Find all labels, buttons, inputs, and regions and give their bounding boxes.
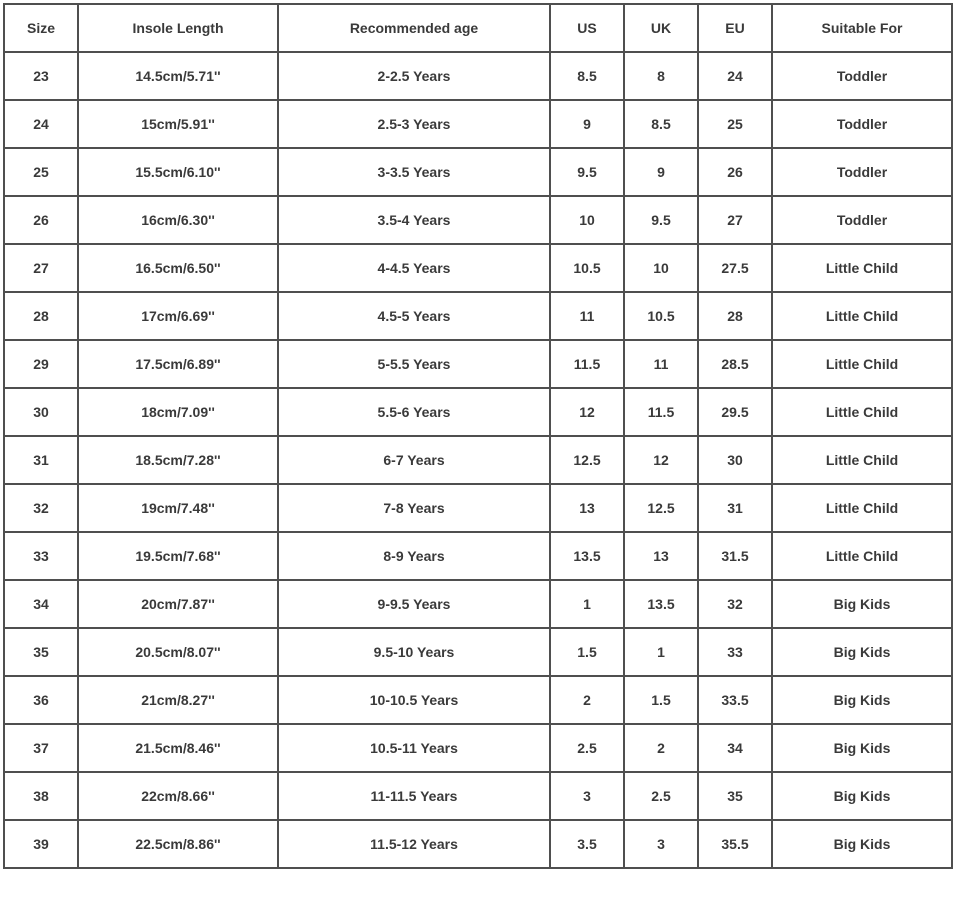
cell-uk: 12	[624, 436, 698, 484]
cell-us: 2	[550, 676, 624, 724]
cell-recommended-age: 11.5-12 Years	[278, 820, 550, 868]
cell-insole-length: 21cm/8.27''	[78, 676, 278, 724]
table-row	[4, 628, 952, 676]
cell-suitable-for: Big Kids	[772, 676, 952, 724]
column-header-us: US	[550, 4, 624, 52]
cell-us: 12	[550, 388, 624, 436]
cell-insole-length: 17cm/6.69''	[78, 292, 278, 340]
table-row	[4, 772, 952, 820]
cell-insole-length: 17.5cm/6.89''	[78, 340, 278, 388]
cell-size: 27	[4, 244, 78, 292]
cell-us: 8.5	[550, 52, 624, 100]
cell-recommended-age: 4-4.5 Years	[278, 244, 550, 292]
cell-suitable-for: Big Kids	[772, 820, 952, 868]
cell-insole-length: 15.5cm/6.10''	[78, 148, 278, 196]
cell-size: 26	[4, 196, 78, 244]
cell-eu: 26	[698, 148, 772, 196]
cell-eu: 25	[698, 100, 772, 148]
cell-eu: 24	[698, 52, 772, 100]
cell-suitable-for: Little Child	[772, 340, 952, 388]
table-row	[4, 100, 952, 148]
cell-uk: 9.5	[624, 196, 698, 244]
table-row	[4, 484, 952, 532]
table-row	[4, 532, 952, 580]
cell-insole-length: 21.5cm/8.46''	[78, 724, 278, 772]
cell-recommended-age: 2.5-3 Years	[278, 100, 550, 148]
cell-us: 13.5	[550, 532, 624, 580]
table-row	[4, 196, 952, 244]
cell-suitable-for: Little Child	[772, 532, 952, 580]
cell-uk: 11.5	[624, 388, 698, 436]
cell-eu: 31.5	[698, 532, 772, 580]
cell-us: 3	[550, 772, 624, 820]
cell-recommended-age: 3.5-4 Years	[278, 196, 550, 244]
cell-us: 11	[550, 292, 624, 340]
cell-uk: 1.5	[624, 676, 698, 724]
cell-recommended-age: 3-3.5 Years	[278, 148, 550, 196]
cell-uk: 13	[624, 532, 698, 580]
cell-size: 37	[4, 724, 78, 772]
column-header-size: Size	[4, 4, 78, 52]
cell-insole-length: 19.5cm/7.68''	[78, 532, 278, 580]
cell-eu: 33	[698, 628, 772, 676]
cell-recommended-age: 11-11.5 Years	[278, 772, 550, 820]
table-row	[4, 148, 952, 196]
cell-suitable-for: Big Kids	[772, 772, 952, 820]
cell-eu: 27	[698, 196, 772, 244]
table-row	[4, 436, 952, 484]
cell-eu: 35	[698, 772, 772, 820]
cell-suitable-for: Big Kids	[772, 580, 952, 628]
cell-suitable-for: Big Kids	[772, 628, 952, 676]
cell-uk: 10.5	[624, 292, 698, 340]
cell-suitable-for: Little Child	[772, 388, 952, 436]
cell-size: 39	[4, 820, 78, 868]
cell-suitable-for: Toddler	[772, 52, 952, 100]
table-row	[4, 676, 952, 724]
cell-uk: 8	[624, 52, 698, 100]
size-chart-body	[4, 52, 952, 868]
cell-recommended-age: 5-5.5 Years	[278, 340, 550, 388]
cell-insole-length: 16cm/6.30''	[78, 196, 278, 244]
cell-eu: 28.5	[698, 340, 772, 388]
cell-us: 1	[550, 580, 624, 628]
cell-uk: 10	[624, 244, 698, 292]
size-chart-table	[3, 3, 953, 869]
cell-insole-length: 18.5cm/7.28''	[78, 436, 278, 484]
cell-size: 32	[4, 484, 78, 532]
column-header-uk: UK	[624, 4, 698, 52]
cell-recommended-age: 2-2.5 Years	[278, 52, 550, 100]
cell-size: 28	[4, 292, 78, 340]
cell-insole-length: 18cm/7.09''	[78, 388, 278, 436]
cell-suitable-for: Little Child	[772, 484, 952, 532]
cell-insole-length: 19cm/7.48''	[78, 484, 278, 532]
table-row	[4, 340, 952, 388]
cell-us: 9	[550, 100, 624, 148]
cell-us: 9.5	[550, 148, 624, 196]
table-row	[4, 580, 952, 628]
cell-suitable-for: Little Child	[772, 244, 952, 292]
cell-suitable-for: Toddler	[772, 148, 952, 196]
cell-size: 25	[4, 148, 78, 196]
cell-us: 12.5	[550, 436, 624, 484]
cell-eu: 33.5	[698, 676, 772, 724]
cell-uk: 12.5	[624, 484, 698, 532]
column-header-suitable-for: Suitable For	[772, 4, 952, 52]
cell-uk: 2.5	[624, 772, 698, 820]
cell-uk: 9	[624, 148, 698, 196]
cell-suitable-for: Toddler	[772, 196, 952, 244]
column-header-recommended-age: Recommended age	[278, 4, 550, 52]
cell-suitable-for: Big Kids	[772, 724, 952, 772]
cell-us: 3.5	[550, 820, 624, 868]
cell-uk: 13.5	[624, 580, 698, 628]
table-header-row	[4, 4, 952, 52]
cell-insole-length: 14.5cm/5.71''	[78, 52, 278, 100]
cell-size: 35	[4, 628, 78, 676]
cell-us: 2.5	[550, 724, 624, 772]
cell-eu: 28	[698, 292, 772, 340]
cell-size: 23	[4, 52, 78, 100]
cell-eu: 30	[698, 436, 772, 484]
cell-recommended-age: 10-10.5 Years	[278, 676, 550, 724]
cell-uk: 1	[624, 628, 698, 676]
cell-recommended-age: 7-8 Years	[278, 484, 550, 532]
cell-size: 31	[4, 436, 78, 484]
column-header-eu: EU	[698, 4, 772, 52]
cell-size: 34	[4, 580, 78, 628]
table-row	[4, 52, 952, 100]
cell-us: 1.5	[550, 628, 624, 676]
cell-suitable-for: Little Child	[772, 292, 952, 340]
cell-eu: 31	[698, 484, 772, 532]
cell-recommended-age: 9.5-10 Years	[278, 628, 550, 676]
cell-recommended-age: 6-7 Years	[278, 436, 550, 484]
cell-size: 29	[4, 340, 78, 388]
cell-recommended-age: 9-9.5 Years	[278, 580, 550, 628]
cell-eu: 29.5	[698, 388, 772, 436]
cell-insole-length: 20cm/7.87''	[78, 580, 278, 628]
cell-uk: 11	[624, 340, 698, 388]
cell-size: 38	[4, 772, 78, 820]
cell-eu: 34	[698, 724, 772, 772]
cell-uk: 3	[624, 820, 698, 868]
column-header-insole-length: Insole Length	[78, 4, 278, 52]
table-row	[4, 292, 952, 340]
cell-uk: 2	[624, 724, 698, 772]
table-row	[4, 820, 952, 868]
cell-suitable-for: Toddler	[772, 100, 952, 148]
cell-insole-length: 15cm/5.91''	[78, 100, 278, 148]
cell-eu: 35.5	[698, 820, 772, 868]
cell-eu: 32	[698, 580, 772, 628]
cell-recommended-age: 8-9 Years	[278, 532, 550, 580]
cell-size: 24	[4, 100, 78, 148]
cell-insole-length: 22cm/8.66''	[78, 772, 278, 820]
cell-us: 11.5	[550, 340, 624, 388]
cell-us: 10	[550, 196, 624, 244]
table-row	[4, 244, 952, 292]
cell-insole-length: 22.5cm/8.86''	[78, 820, 278, 868]
cell-size: 30	[4, 388, 78, 436]
cell-size: 33	[4, 532, 78, 580]
cell-recommended-age: 5.5-6 Years	[278, 388, 550, 436]
cell-size: 36	[4, 676, 78, 724]
table-row	[4, 388, 952, 436]
cell-recommended-age: 4.5-5 Years	[278, 292, 550, 340]
cell-insole-length: 16.5cm/6.50''	[78, 244, 278, 292]
cell-recommended-age: 10.5-11 Years	[278, 724, 550, 772]
cell-suitable-for: Little Child	[772, 436, 952, 484]
cell-insole-length: 20.5cm/8.07''	[78, 628, 278, 676]
cell-us: 13	[550, 484, 624, 532]
cell-us: 10.5	[550, 244, 624, 292]
table-row	[4, 724, 952, 772]
cell-eu: 27.5	[698, 244, 772, 292]
cell-uk: 8.5	[624, 100, 698, 148]
